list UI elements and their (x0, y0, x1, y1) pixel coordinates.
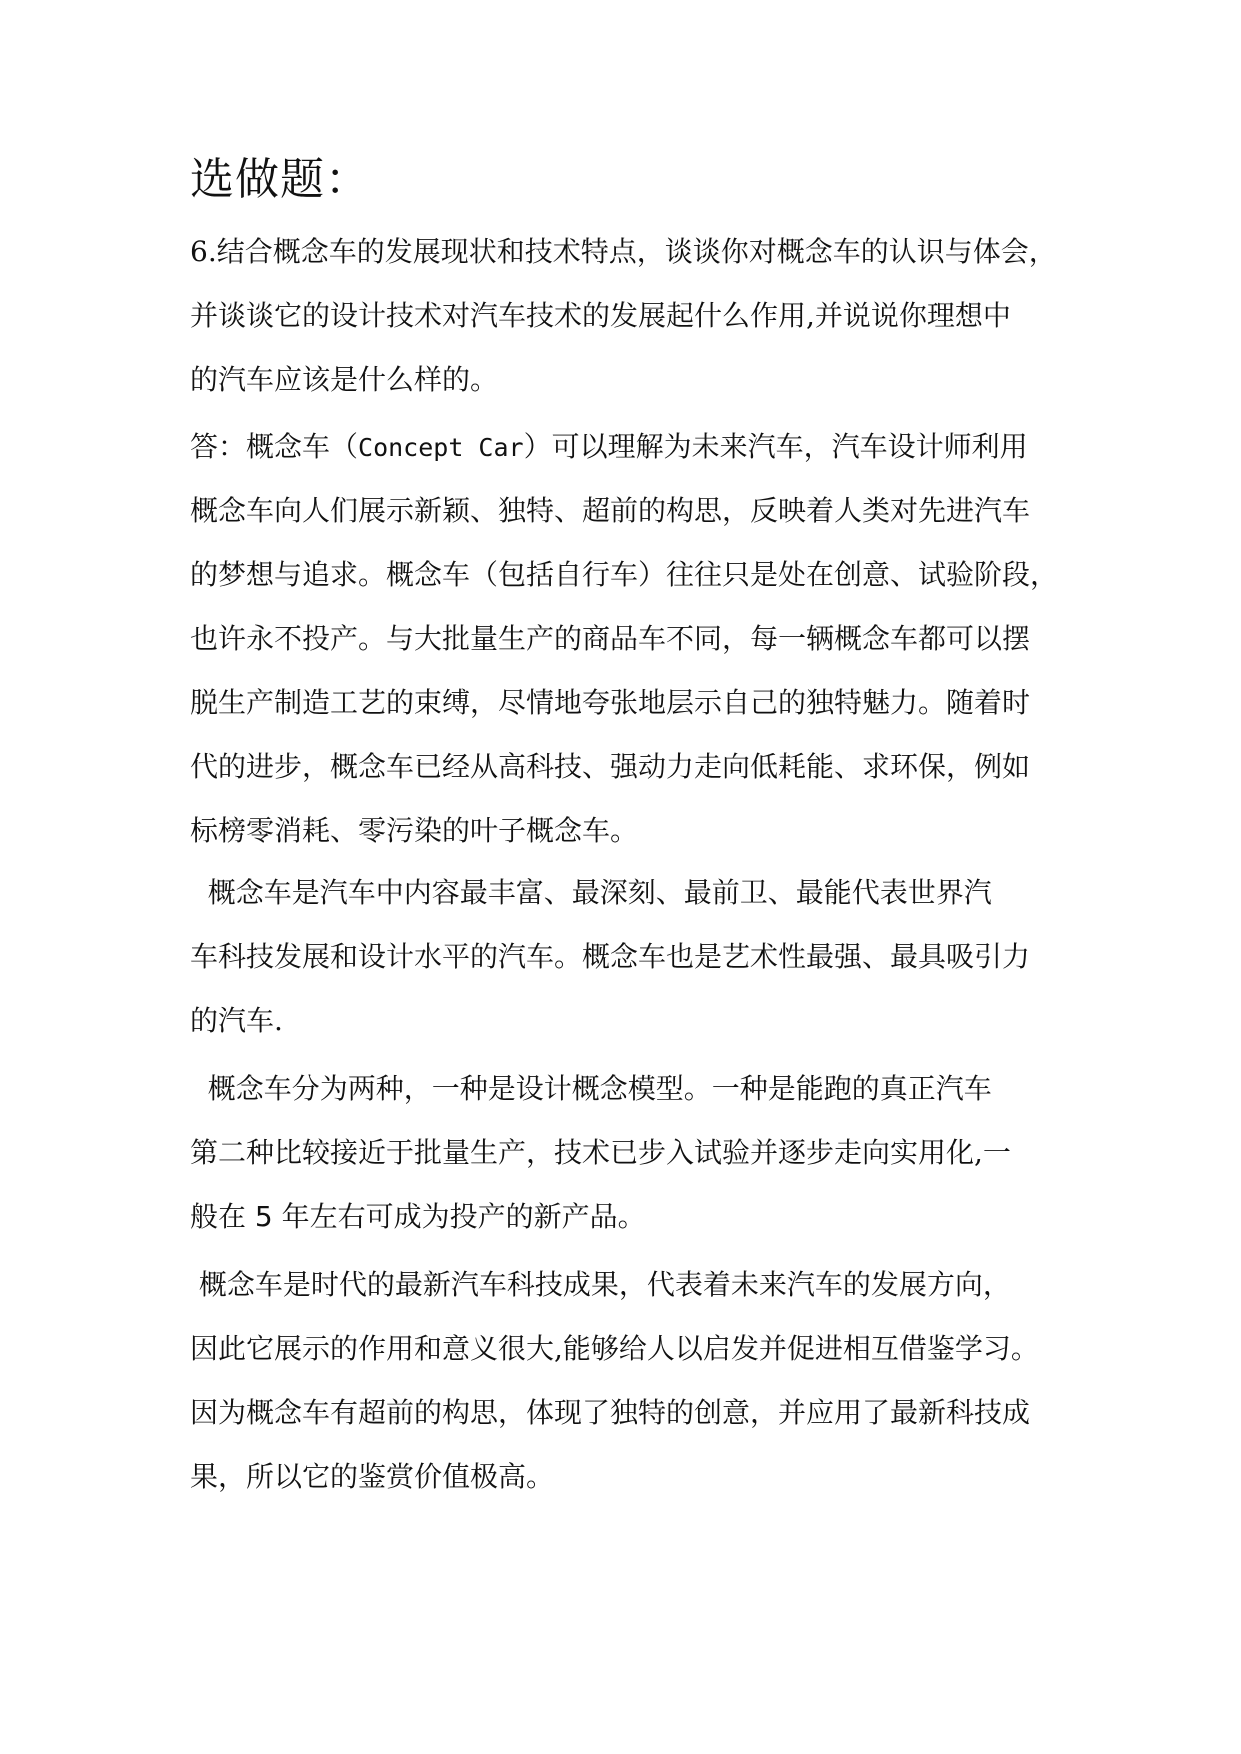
question-line: 6.结合概念车的发展现状和技术特点，谈谈你对概念车的认识与体会， (190, 235, 1057, 268)
question-line: 的汽车应该是什么样的。 (190, 363, 499, 396)
answer-paragraph-4 (190, 1253, 1070, 1509)
answer-line (190, 415, 1070, 479)
answer-prefix: 答：概念车（ (190, 430, 359, 463)
answer-paragraph-2 (190, 861, 1070, 1053)
answer-line: 的汽车. (190, 1004, 283, 1037)
section-heading: 选做题： (190, 154, 370, 205)
answer-line3-suffix: 年左右可成为投产的新产品。 (272, 1200, 646, 1233)
answer-line: 脱生产制造工艺的束缚，尽情地夸张地层示自己的独特魅力。随着时 (190, 686, 1031, 719)
concept-car-term: Concept Car (358, 433, 524, 462)
answer-paragraph-1 (190, 415, 1070, 863)
answer-line: 也许永不投产。与大批量生产的商品车不同，每一辆概念车都可以摆 (190, 622, 1031, 655)
answer-line: 果，所以它的鉴赏价值极高。 (190, 1460, 555, 1493)
answer-line: 代的进步，概念车已经从高科技、强动力走向低耗能、求环保，例如 (190, 750, 1031, 783)
answer-line: 概念车向人们展示新颖、独特、超前的构思，反映着人类对先进汽车 (190, 494, 1031, 527)
question-line: 并谈谈它的设计技术对汽车技术的发展起什么作用,并说说你理想中 (190, 299, 1011, 332)
answer-line: 第二种比较接近于批量生产，技术已步入试验并逐步走向实用化,一 (190, 1136, 1011, 1169)
question-block (190, 220, 1070, 412)
answer-line: 标榜零消耗、零污染的叶子概念车。 (190, 814, 639, 847)
answer-paragraph-3 (190, 1057, 1070, 1249)
answer-line: 因此它展示的作用和意义很大,能够给人以启发并促进相互借鉴学习。 (190, 1332, 1039, 1365)
years-number: 5 (254, 1200, 273, 1233)
answer-line: 概念车分为两种，一种是设计概念模型。一种是能跑的真正汽车 (190, 1072, 992, 1105)
answer-line: 因为概念车有超前的构思，体现了独特的创意，并应用了最新科技成 (190, 1396, 1031, 1429)
answer-line: 概念车是时代的最新汽车科技成果，代表着未来汽车的发展方向， (190, 1268, 1011, 1301)
answer-line: 的梦想与追求。概念车（包括自行车）往往只是处在创意、试验阶段， (190, 558, 1059, 591)
answer-line1-suffix: ）可以理解为未来汽车，汽车设计师利用 (523, 430, 1028, 463)
answer-line3-prefix: 般在 (190, 1200, 255, 1233)
answer-line (190, 1185, 1070, 1249)
answer-line: 车科技发展和设计水平的汽车。概念车也是艺术性最强、最具吸引力 (190, 940, 1031, 973)
answer-line: 概念车是汽车中内容最丰富、最深刻、最前卫、最能代表世界汽 (190, 876, 992, 909)
